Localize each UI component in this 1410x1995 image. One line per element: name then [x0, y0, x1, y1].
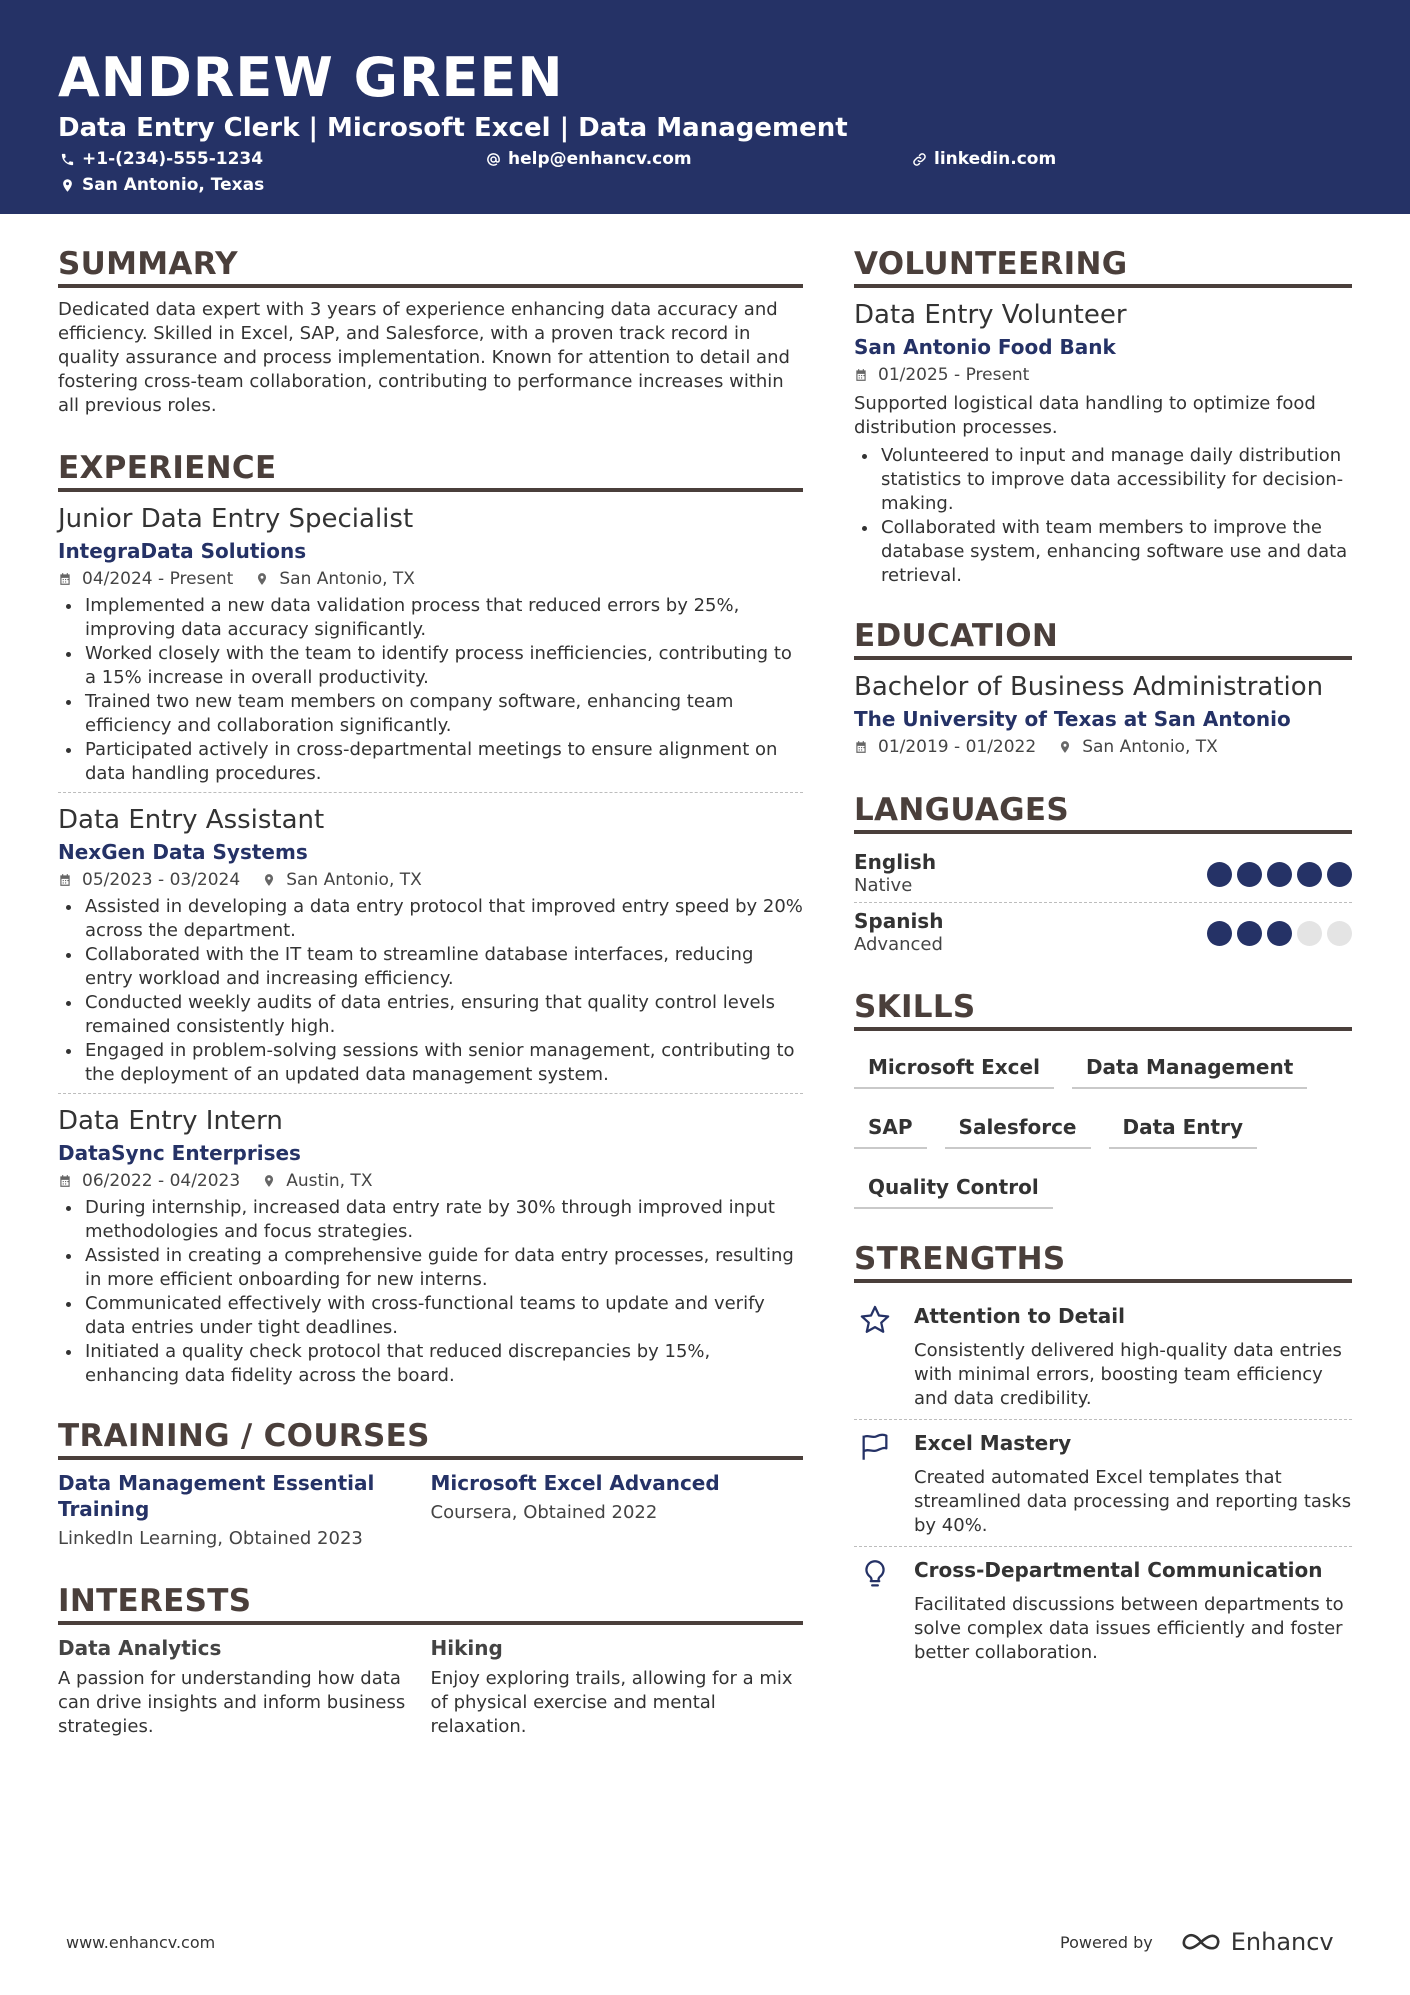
job-location: [255, 566, 415, 592]
phone-icon: [60, 152, 75, 167]
job-location-text: San Antonio, TX: [286, 870, 422, 890]
rating-dot-filled: [1267, 862, 1292, 887]
experience-section: [58, 448, 803, 1394]
star-icon: [858, 1303, 892, 1337]
education-heading: EDUCATION: [854, 616, 1352, 660]
bullet-item: Worked closely with the team to identify process inefficiencies, contributing to a 15% increase in overall productivity.: [58, 642, 803, 690]
email-text: help@enhancv.com: [508, 149, 692, 169]
volunteering-section: [854, 244, 1352, 588]
job-title: Data Entry Assistant: [58, 805, 325, 835]
bullet-item: Implemented a new data validation process that reduced errors by 25%, improving data accuracy significantly.: [58, 594, 803, 642]
course-provider: LinkedIn Learning, Obtained 2023: [58, 1528, 363, 1549]
volunteer-description: Supported logistical data handling to optimize food distribution processes.: [854, 393, 1316, 438]
linkedin-contact[interactable]: [912, 148, 1056, 170]
summary-text: Dedicated data expert with 3 years of experience enhancing data accuracy and efficiency. Skilled in Excel, SAP, and Salesforce, with a proven track record in quality assurance and process implementation. Known for attention to detail and fostering cross-team collaboration, contributing to performance increases within all previous roles.: [58, 299, 790, 416]
interest-title: Data Analytics: [58, 1636, 222, 1660]
strength-title: Cross-Departmental Communication: [914, 1558, 1323, 1582]
volunteer-role: Data Entry Volunteer: [854, 300, 1127, 330]
job-dates: 05/2023 - 03/2024: [82, 870, 241, 890]
course-title: Data Management Essential Training: [58, 1471, 375, 1521]
location-pin-icon: [60, 178, 75, 193]
interest-description: A passion for understanding how data can drive insights and inform business strategies.: [58, 1668, 406, 1737]
calendar-icon: [854, 740, 868, 754]
bullet-item: Communicated effectively with cross-functional teams to update and verify data entries under tight deadlines.: [58, 1292, 803, 1340]
languages-section: [854, 790, 1352, 961]
course-provider: Coursera, Obtained 2022: [430, 1502, 658, 1523]
job-meta: [58, 566, 803, 592]
strength-icon-wrap: [854, 1557, 914, 1665]
volunteer-dates: 01/2025 - Present: [878, 365, 1030, 385]
right-column: [854, 244, 1352, 1673]
bullet-item: Conducted weekly audits of data entries, ensuring that quality control levels remained consistently high.: [58, 991, 803, 1039]
skill-tag: Salesforce: [945, 1109, 1091, 1149]
bullet-item: Assisted in creating a comprehensive guide for data entry processes, resulting in more efficient onboarding for new interns.: [58, 1244, 803, 1292]
linkedin-text: linkedin.com: [934, 149, 1057, 169]
company-name: DataSync Enterprises: [58, 1141, 301, 1165]
language-rating: [1207, 862, 1352, 887]
strength-description: Consistently delivered high-quality data entries with minimal errors, boosting team efficiency and data credibility.: [914, 1340, 1342, 1409]
summary-section: [58, 244, 803, 418]
rating-dot-filled: [1237, 862, 1262, 887]
volunteer-bullets: [854, 444, 1352, 588]
candidate-headline: Data Entry Clerk | Microsoft Excel | Data Management: [58, 113, 848, 143]
bullet-item: During internship, increased data entry rate by 30% through improved input methodologies and focus strategies.: [58, 1196, 803, 1244]
bullet-item: Collaborated with team members to improve the database system, enhancing software use and data retrieval.: [854, 516, 1352, 588]
interest-item: [58, 1635, 431, 1739]
interests-list: [58, 1635, 803, 1739]
languages-heading: LANGUAGES: [854, 790, 1352, 834]
rating-dot-empty: [1297, 921, 1322, 946]
job-location-text: Austin, TX: [286, 1171, 373, 1191]
bullet-item: Volunteered to input and manage daily distribution statistics to improve data accessibility for decision-making.: [854, 444, 1352, 516]
strength-item: [854, 1293, 1352, 1420]
training-section: [58, 1416, 803, 1551]
footer-website[interactable]: www.enhancv.com: [66, 1933, 216, 1952]
interests-section: [58, 1581, 803, 1739]
strength-icon-wrap: [854, 1430, 914, 1538]
bullet-item: Assisted in developing a data entry protocol that improved entry speed by 20% across the department.: [58, 895, 803, 943]
interest-item: [431, 1635, 804, 1739]
training-heading: TRAINING / COURSES: [58, 1416, 803, 1460]
calendar-icon: [58, 1174, 72, 1188]
rating-dot-empty: [1327, 921, 1352, 946]
rating-dot-filled: [1207, 921, 1232, 946]
language-rating: [1207, 921, 1352, 946]
bullet-item: Trained two new team members on company software, enhancing team efficiency and collaboration significantly.: [58, 690, 803, 738]
skills-section: [854, 987, 1352, 1209]
job-location-text: San Antonio, TX: [279, 569, 415, 589]
resume-header: [0, 0, 1410, 214]
lightbulb-icon: [858, 1557, 892, 1591]
bullet-item: Participated actively in cross-departmental meetings to ensure alignment on data handling procedures.: [58, 738, 803, 786]
rating-dot-filled: [1207, 862, 1232, 887]
flag-icon: [858, 1430, 892, 1464]
strength-description: Created automated Excel templates that streamlined data processing and reporting tasks by 40%.: [914, 1467, 1352, 1536]
strengths-section: [854, 1239, 1352, 1673]
education-section: [854, 616, 1352, 760]
language-level: Native: [854, 875, 913, 896]
experience-entry: [58, 1104, 803, 1394]
education-meta: [854, 734, 1352, 760]
candidate-name: ANDREW GREEN: [58, 46, 564, 109]
skill-tag: Data Management: [1072, 1049, 1307, 1089]
brand-name: Enhancv: [1230, 1928, 1334, 1956]
job-location: [262, 867, 422, 893]
strength-title: Attention to Detail: [914, 1304, 1125, 1328]
volunteer-organization: San Antonio Food Bank: [854, 335, 1116, 359]
rating-dot-filled: [1327, 862, 1352, 887]
strength-item: [854, 1547, 1352, 1673]
job-title: Junior Data Entry Specialist: [58, 504, 414, 534]
left-column: [58, 244, 803, 1739]
experience-heading: EXPERIENCE: [58, 448, 803, 492]
strength-description: Facilitated discussions between departments to solve complex data issues efficiently and foster better collaboration.: [914, 1594, 1344, 1663]
course-title: Microsoft Excel Advanced: [430, 1471, 720, 1495]
company-name: IntegraData Solutions: [58, 539, 307, 563]
volunteering-heading: VOLUNTEERING: [854, 244, 1352, 288]
language-name: Spanish: [854, 909, 944, 933]
training-item: [431, 1470, 804, 1551]
job-bullets: [58, 895, 803, 1087]
at-icon: [486, 152, 501, 167]
education-location-text: San Antonio, TX: [1082, 737, 1218, 757]
job-bullets: [58, 594, 803, 786]
job-meta: [58, 867, 803, 893]
location-pin-icon: [1058, 740, 1072, 754]
strengths-heading: STRENGTHS: [854, 1239, 1352, 1283]
experience-entry: [58, 502, 803, 793]
language-name: English: [854, 850, 937, 874]
location-text: San Antonio, Texas: [82, 175, 265, 195]
strength-title: Excel Mastery: [914, 1431, 1072, 1455]
job-location: [262, 1168, 372, 1194]
job-meta: [58, 1168, 803, 1194]
volunteer-meta: [854, 362, 1352, 388]
enhancv-logo-icon: [1179, 1930, 1225, 1954]
location-contact: [60, 174, 264, 196]
rating-dot-filled: [1267, 921, 1292, 946]
brand-logo[interactable]: [1179, 1928, 1334, 1956]
experience-entry: [58, 803, 803, 1094]
interest-title: Hiking: [430, 1636, 503, 1660]
rating-dot-filled: [1297, 862, 1322, 887]
calendar-icon: [58, 572, 72, 586]
bullet-item: Engaged in problem-solving sessions with senior management, contributing to the deployment of an updated data management system.: [58, 1039, 803, 1087]
job-bullets: [58, 1196, 803, 1388]
skill-tag: SAP: [854, 1109, 927, 1149]
language-item: [854, 844, 1352, 903]
skill-tag: Quality Control: [854, 1169, 1053, 1209]
location-pin-icon: [262, 873, 276, 887]
phone-text: +1-(234)-555-1234: [82, 149, 264, 169]
bullet-item: Initiated a quality check protocol that reduced discrepancies by 15%, enhancing data fidelity across the board.: [58, 1340, 803, 1388]
footer-branding: [1060, 1928, 1334, 1956]
strength-item: [854, 1420, 1352, 1547]
rating-dot-filled: [1237, 921, 1262, 946]
calendar-icon: [854, 368, 868, 382]
phone-contact[interactable]: [60, 148, 263, 170]
strength-icon-wrap: [854, 1303, 914, 1411]
company-name: NexGen Data Systems: [58, 840, 308, 864]
skills-list: [854, 1041, 1352, 1209]
language-item: [854, 903, 1352, 961]
interest-description: Enjoy exploring trails, allowing for a mix of physical exercise and mental relaxation.: [430, 1668, 793, 1737]
education-dates: 01/2019 - 01/2022: [878, 737, 1037, 757]
skill-tag: Microsoft Excel: [854, 1049, 1054, 1089]
powered-by-label: Powered by: [1060, 1932, 1153, 1952]
training-list: [58, 1470, 803, 1551]
location-pin-icon: [255, 572, 269, 586]
skills-heading: SKILLS: [854, 987, 1352, 1031]
email-contact[interactable]: [486, 148, 692, 170]
link-icon: [912, 152, 927, 167]
job-dates: 04/2024 - Present: [82, 569, 234, 589]
job-dates: 06/2022 - 04/2023: [82, 1171, 241, 1191]
language-level: Advanced: [854, 934, 943, 955]
bullet-item: Collaborated with the IT team to streamline database interfaces, reducing entry workload and increasing efficiency.: [58, 943, 803, 991]
summary-heading: SUMMARY: [58, 244, 803, 288]
location-pin-icon: [262, 1174, 276, 1188]
school-name: The University of Texas at San Antonio: [854, 707, 1291, 731]
calendar-icon: [58, 873, 72, 887]
degree-title: Bachelor of Business Administration: [854, 672, 1324, 702]
skill-tag: Data Entry: [1109, 1109, 1257, 1149]
interests-heading: INTERESTS: [58, 1581, 803, 1625]
job-title: Data Entry Intern: [58, 1106, 283, 1136]
training-item: [58, 1470, 431, 1551]
education-location: [1058, 734, 1218, 760]
